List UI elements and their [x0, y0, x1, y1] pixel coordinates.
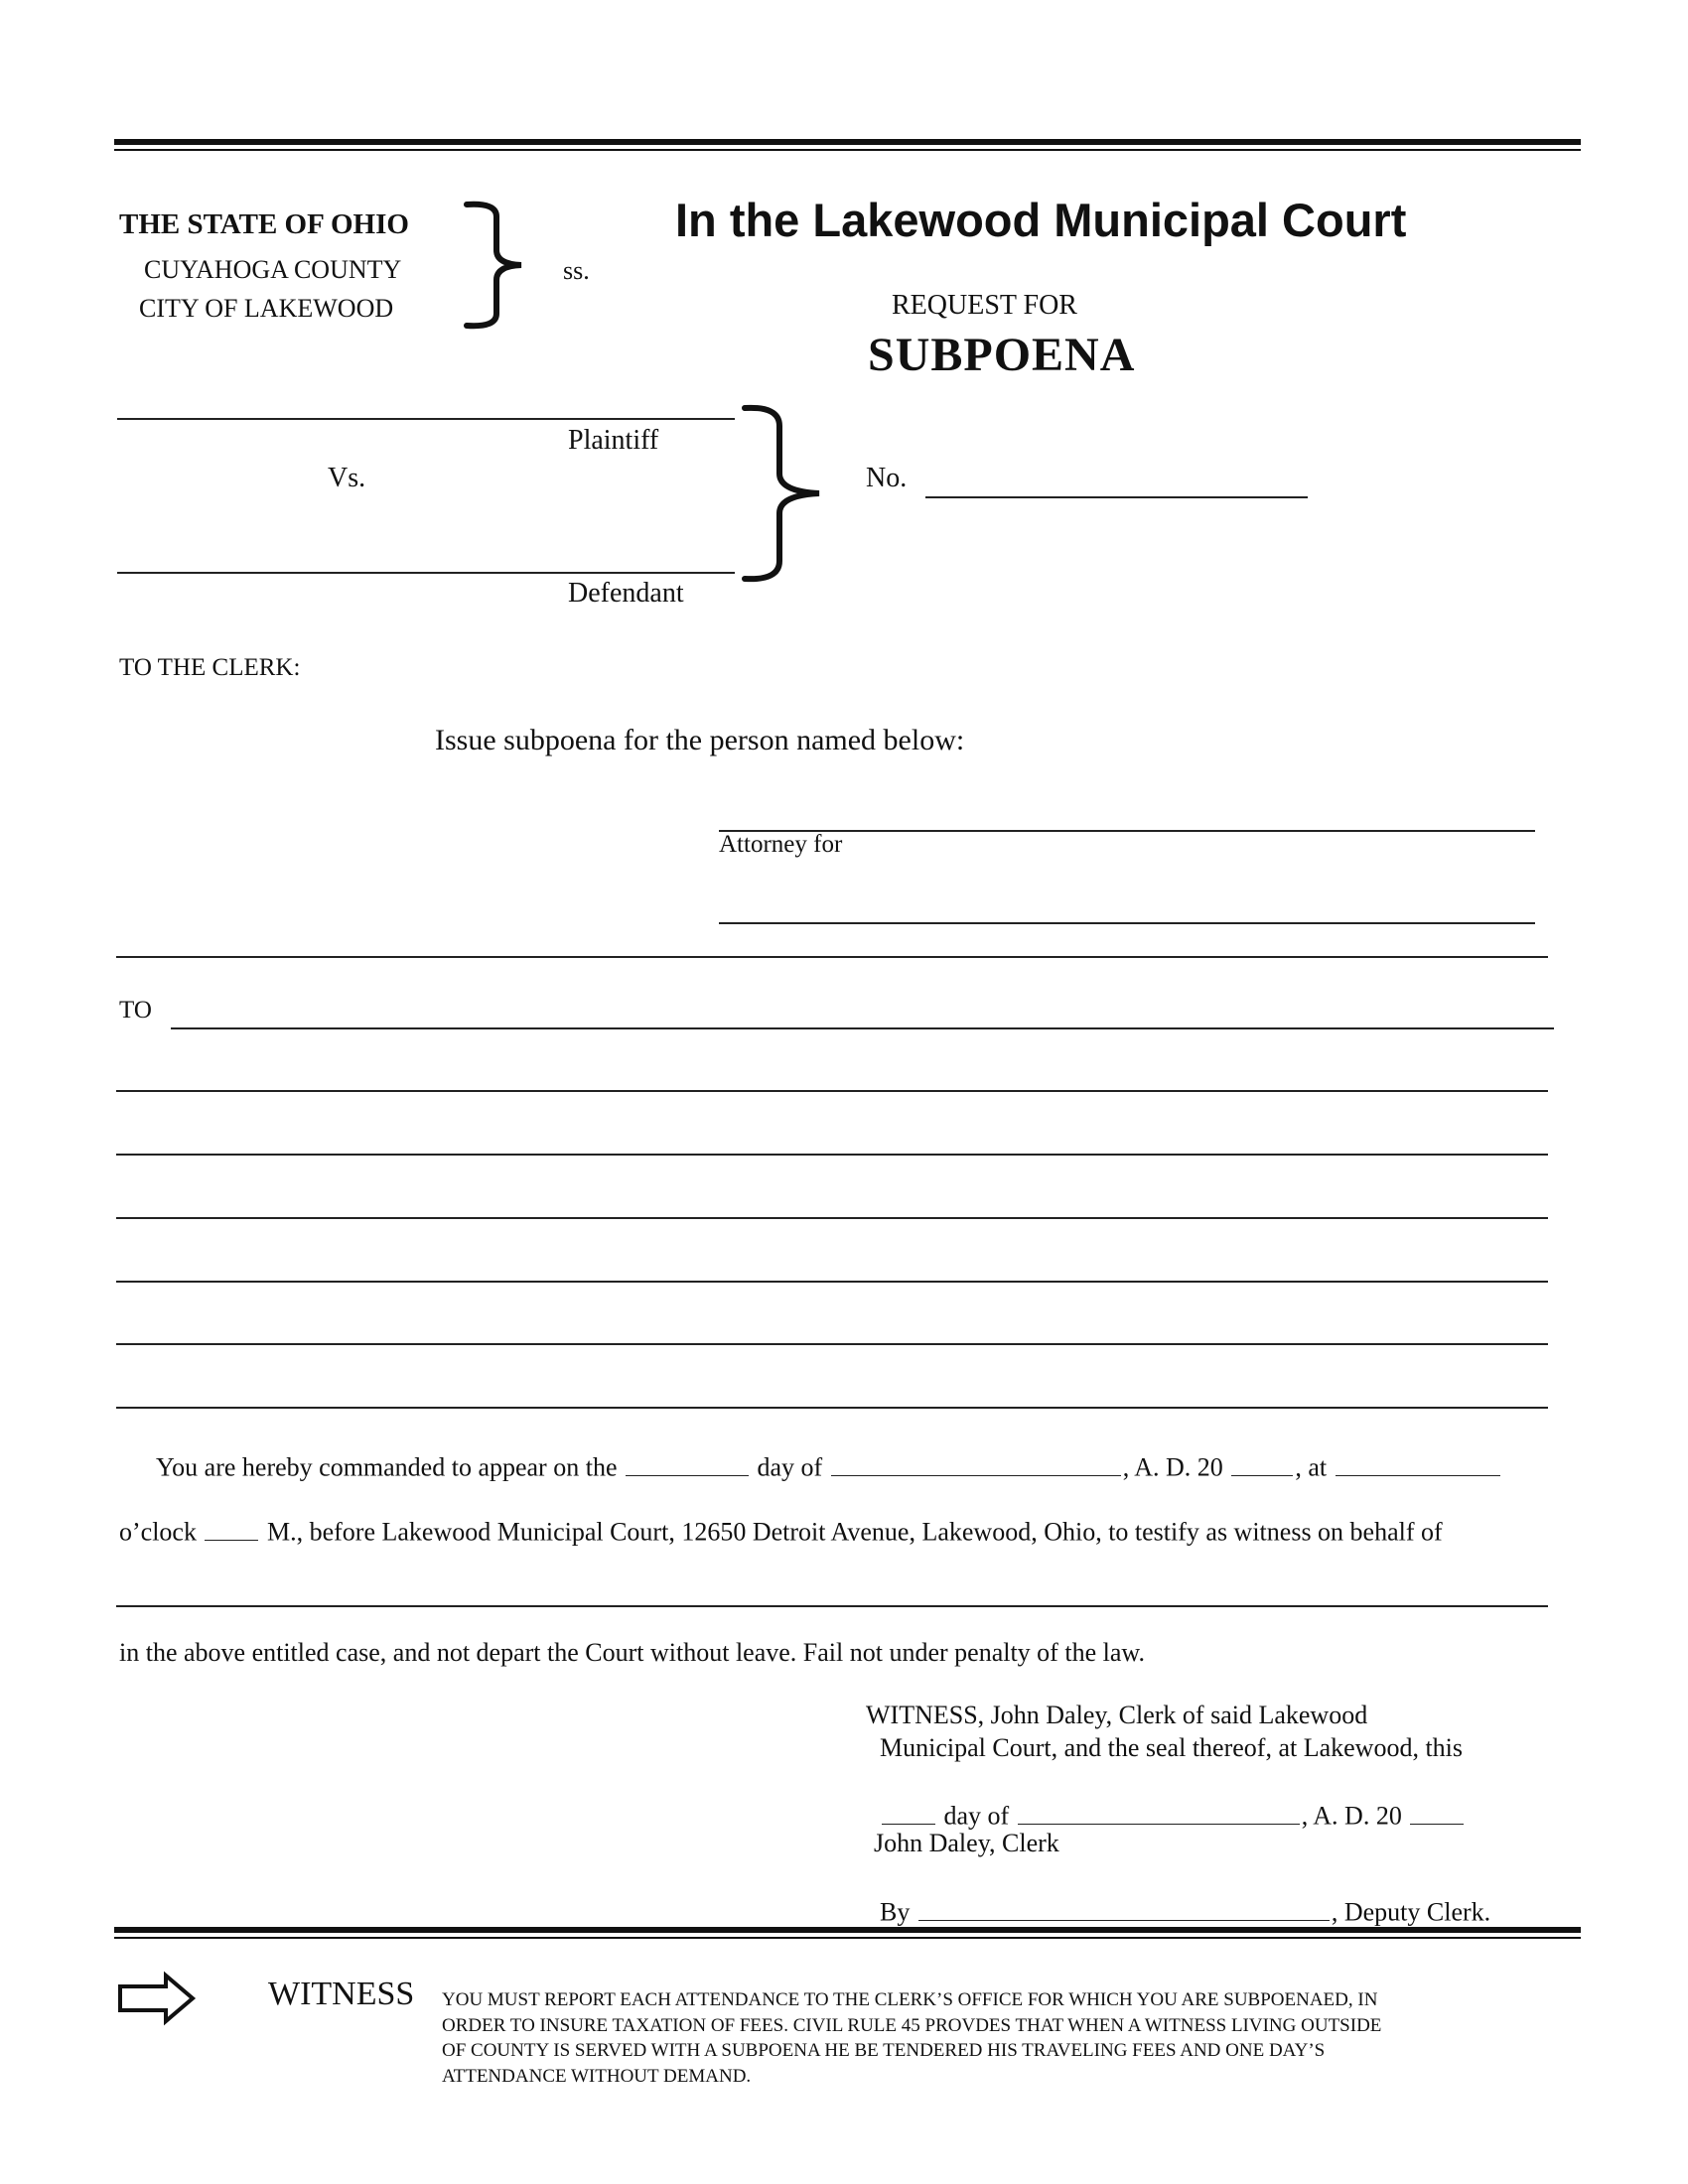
- ad-label: , A. D. 20: [1122, 1452, 1223, 1482]
- issue-subpoena-text: Issue subpoena for the person named below:: [435, 724, 965, 756]
- seal-day-field[interactable]: [882, 1795, 935, 1825]
- attorney-for-label: Attorney for: [719, 831, 843, 858]
- case-number-label: No.: [866, 463, 908, 493]
- attorney-for-line[interactable]: [719, 922, 1535, 924]
- witness-address-line[interactable]: [116, 1407, 1548, 1409]
- deputy-clerk-line: [880, 1891, 1490, 1928]
- oclock-label: o’clock: [119, 1517, 197, 1547]
- witness-address-line[interactable]: [116, 1281, 1548, 1283]
- notice-line: ORDER TO INSURE TAXATION OF FEES. CIVIL RULE 45 PROVDES THAT WHEN A WITNESS LIVING OUTSIDE: [442, 2014, 1382, 2036]
- witness-address-line[interactable]: [116, 1217, 1548, 1219]
- arrow-right-icon: [116, 1971, 198, 2026]
- form-divider: [116, 956, 1548, 958]
- command-line-1: [156, 1446, 1502, 1483]
- court-title: In the Lakewood Municipal Court: [675, 194, 1407, 246]
- county-name: CUYAHOGA COUNTY: [144, 255, 402, 284]
- to-label: TO: [119, 997, 152, 1024]
- at-label: , at: [1295, 1452, 1328, 1482]
- to-the-clerk: TO THE CLERK:: [119, 654, 301, 681]
- top-rule-thick: [114, 139, 1581, 145]
- command-line-2: [119, 1511, 1443, 1548]
- bottom-rule-thick: [114, 1927, 1581, 1933]
- appear-month-field[interactable]: [831, 1446, 1121, 1476]
- notice-line: YOU MUST REPORT EACH ATTENDANCE TO THE CLERK’S OFFICE FOR WHICH YOU ARE SUBPOENAED, IN: [442, 1989, 1378, 2010]
- deputy-clerk-label: , Deputy Clerk.: [1331, 1897, 1491, 1927]
- top-rule-thin: [114, 149, 1581, 151]
- state-of-ohio: THE STATE OF OHIO: [119, 208, 409, 240]
- on-behalf-of-line[interactable]: [116, 1605, 1548, 1607]
- notice-line: ATTENDANCE WITHOUT DEMAND.: [442, 2065, 752, 2087]
- by-label: By: [880, 1897, 911, 1927]
- request-for-label: REQUEST FOR: [892, 290, 1077, 321]
- witness-title: WITNESS: [268, 1976, 415, 2012]
- witness-notice: [442, 1987, 1381, 2089]
- parties-brace-icon: [740, 402, 834, 586]
- plaintiff-line[interactable]: [117, 418, 735, 420]
- defendant-line[interactable]: [117, 572, 735, 574]
- seal-date-line: [880, 1795, 1466, 1832]
- defendant-label: Defendant: [568, 578, 684, 609]
- witness-address-line[interactable]: [116, 1154, 1548, 1156]
- ss-label: ss.: [563, 256, 590, 285]
- subpoena-title: SUBPOENA: [868, 329, 1136, 381]
- command-text: M., before Lakewood Municipal Court, 12650 Detroit Avenue, Lakewood, Ohio, to testify as witness on behalf of: [266, 1517, 1443, 1547]
- witness-address-line[interactable]: [116, 1343, 1548, 1345]
- city-name: CITY OF LAKEWOOD: [139, 294, 394, 323]
- witness-address-line[interactable]: [116, 1090, 1548, 1092]
- appear-time-field[interactable]: [1336, 1446, 1500, 1476]
- witness-name-line[interactable]: [171, 1027, 1554, 1029]
- seal-year-field[interactable]: [1410, 1795, 1464, 1825]
- command-text: You are hereby commanded to appear on the: [156, 1452, 618, 1482]
- case-number-line[interactable]: [925, 496, 1308, 498]
- venue-brace-icon: [462, 199, 536, 333]
- am-pm-field[interactable]: [205, 1511, 258, 1541]
- clerk-name: John Daley, Clerk: [874, 1829, 1059, 1857]
- deputy-signature-field[interactable]: [918, 1891, 1330, 1921]
- command-line-3: in the above entitled case, and not depart the Court without leave. Fail not under penalty of the law.: [119, 1638, 1145, 1667]
- plaintiff-label: Plaintiff: [568, 425, 659, 456]
- appear-year-field[interactable]: [1231, 1446, 1293, 1476]
- bottom-rule-thin: [114, 1937, 1581, 1939]
- seal-day-of-label: day of: [943, 1801, 1010, 1831]
- notice-line: OF COUNTY IS SERVED WITH A SUBPOENA HE BE TENDERED HIS TRAVELING FEES AND ONE DAY’S: [442, 2040, 1326, 2061]
- seal-month-field[interactable]: [1018, 1795, 1300, 1825]
- day-of-label: day of: [757, 1452, 823, 1482]
- witness-clerk-line-2: Municipal Court, and the seal thereof, at Lakewood, this: [880, 1733, 1464, 1762]
- witness-clerk-line-1: WITNESS, John Daley, Clerk of said Lakewood: [866, 1701, 1368, 1729]
- vs-label: Vs.: [328, 463, 366, 493]
- seal-ad-label: , A. D. 20: [1301, 1801, 1402, 1831]
- appear-day-field[interactable]: [626, 1446, 749, 1476]
